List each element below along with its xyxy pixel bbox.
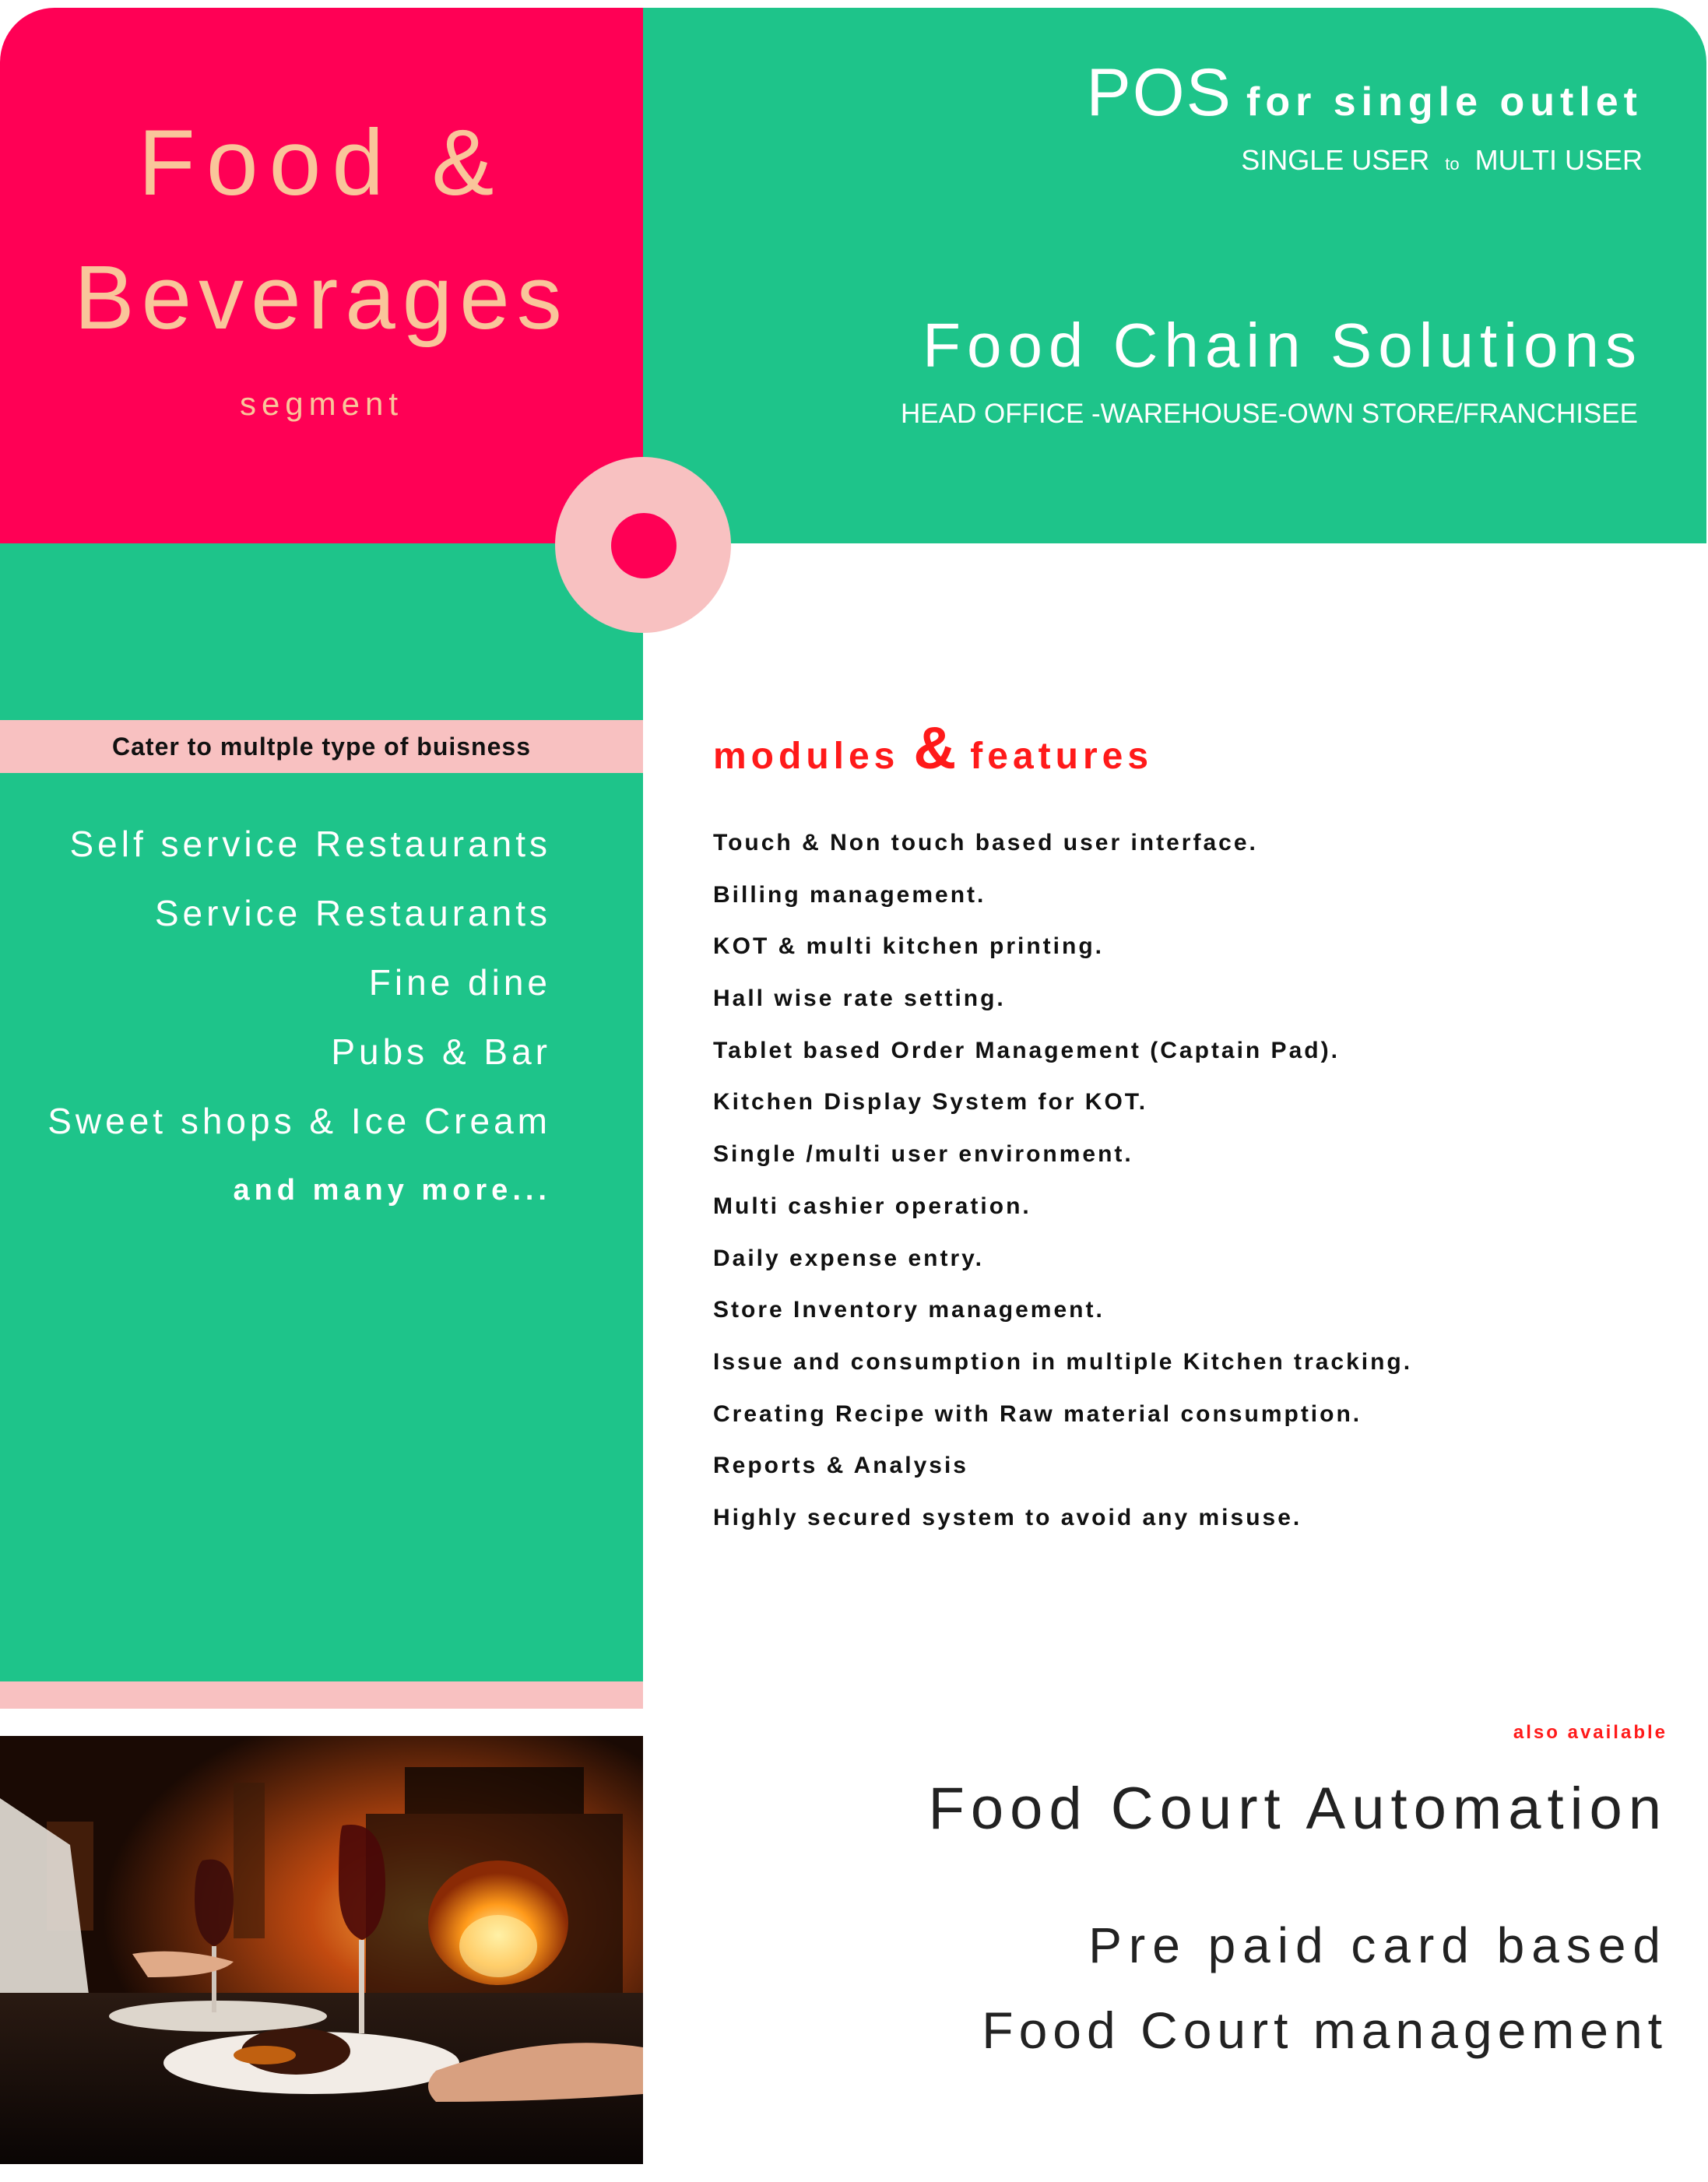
feature-item: Multi cashier operation. — [713, 1193, 1031, 1219]
feature-item: Tablet based Order Management (Captain Pad). — [713, 1037, 1340, 1063]
feature-item: Highly secured system to avoid any misuse. — [713, 1504, 1302, 1530]
feature-item: Billing management. — [713, 881, 986, 908]
chain-title: Food Chain Solutions — [923, 311, 1643, 380]
pos-title: POS — [1086, 55, 1232, 130]
feature-item: Single /multi user environment. — [713, 1141, 1133, 1168]
feature-item: KOT & multi kitchen printing. — [713, 933, 1104, 960]
pos-sub-from: SINGLE USER — [1241, 144, 1430, 176]
feature-item: Daily expense entry. — [713, 1245, 984, 1271]
chain-subtitle: HEAD OFFICE -WAREHOUSE-OWN STORE/FRANCHISEE — [901, 399, 1638, 429]
business-item: Self service Restaurants — [69, 824, 551, 864]
also-available-label: also available — [1513, 1722, 1668, 1743]
title-sub: segment — [239, 385, 404, 422]
divider-strip — [0, 1681, 643, 1709]
pos-subtitle — [1241, 144, 1643, 177]
dining-photo — [0, 1736, 643, 2164]
feature-item: Creating Recipe with Raw material consumption. — [713, 1400, 1362, 1427]
pos-sub-to: to — [1445, 154, 1460, 174]
dining-photo-icon — [0, 1736, 643, 2164]
business-item: Pubs & Bar — [331, 1031, 551, 1072]
modules-title-right: features — [970, 736, 1154, 777]
pos-heading — [1086, 54, 1643, 132]
features-list — [713, 817, 1663, 1544]
circle-inner-icon — [611, 513, 677, 578]
modules-title — [713, 715, 1153, 782]
title-line-2: Beverages — [74, 247, 569, 348]
business-item: Service Restaurants — [154, 893, 551, 933]
feature-item: Touch & Non touch based user interface. — [713, 830, 1258, 856]
cater-header: Cater to multple type of buisness — [0, 720, 643, 773]
feature-item: Reports & Analysis — [713, 1453, 968, 1479]
prepaid-card-title: Pre paid card based — [1088, 1917, 1668, 1973]
feature-item: Kitchen Display System for KOT. — [713, 1089, 1148, 1116]
pos-sub-end: MULTI USER — [1474, 144, 1643, 176]
business-item: Fine dine — [368, 962, 551, 1003]
business-list — [0, 810, 551, 1225]
business-item: Sweet shops & Ice Cream — [47, 1101, 551, 1141]
feature-item: Issue and consumption in multiple Kitchen tracking. — [713, 1348, 1413, 1375]
modules-title-amp: & — [913, 715, 957, 782]
title-line-1: Food & — [138, 111, 505, 215]
food-court-automation-title: Food Court Automation — [928, 1776, 1668, 1842]
business-more: and many more... — [233, 1174, 551, 1207]
pos-title-suffix: for single outlet — [1246, 79, 1643, 125]
feature-item: Store Inventory management. — [713, 1297, 1105, 1323]
food-court-management-title: Food Court management — [982, 2001, 1668, 2059]
feature-item: Hall wise rate setting. — [713, 986, 1006, 1012]
modules-title-left: modules — [713, 736, 900, 777]
